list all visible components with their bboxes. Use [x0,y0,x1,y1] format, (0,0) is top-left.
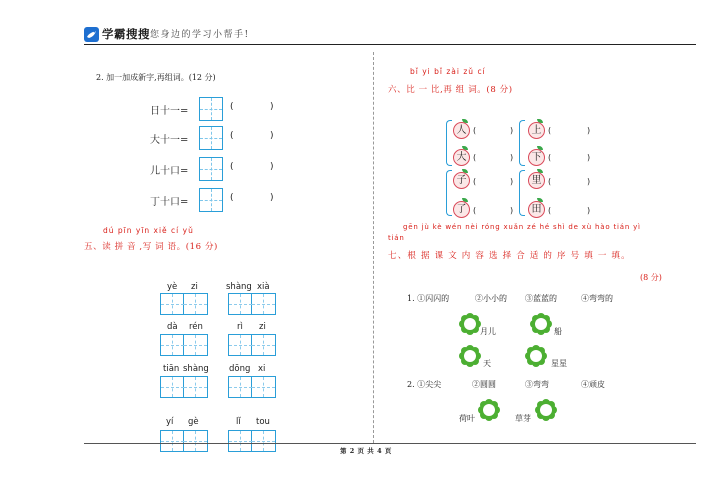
apple-char: 下 [531,152,542,163]
apple-icon [452,170,471,189]
apple-icon [527,147,546,166]
left-bracket [519,120,525,166]
paren-close: ) [270,193,274,203]
q2-answer-box[interactable] [199,126,223,150]
word-grid[interactable] [228,293,276,315]
option: 1. ①闪闪的 [407,294,450,303]
paren-open: ( [230,102,234,112]
flower-icon[interactable] [525,345,547,367]
q2-answer-box[interactable] [199,97,223,121]
q6-title: 六、比 一 比,再 组 词。(8 分) [388,85,513,95]
apple-char: 了 [456,204,467,215]
q2-expr: 丁十口= [150,197,189,208]
word-grid[interactable] [160,376,208,398]
pinyin: tiān [163,364,180,374]
pinyin: xià [257,282,270,292]
apple-char: 里 [531,175,542,186]
flower-icon[interactable] [478,399,500,421]
paren-open: ( [548,206,552,215]
pinyin: shàng [226,282,252,292]
paren-close: ) [270,131,274,141]
paren-open: ( [473,126,477,135]
q7-pinyin-line2: tián [388,234,405,242]
flower-icon[interactable] [459,345,481,367]
pinyin: lǐ [236,417,241,427]
paren-close: ) [510,177,514,186]
blank-word: 荷叶 [459,414,475,423]
apple-char: 子 [456,175,467,186]
q7-title: 七、根 据 课 文 内 容 选 择 合 适 的 序 号 填 一 填。 [388,251,631,261]
apple-char: 大 [456,152,467,163]
word-grid[interactable] [160,334,208,356]
apple-icon [452,199,471,218]
paren-open: ( [473,153,477,162]
apple-icon [527,199,546,218]
paren-close: ) [510,206,514,215]
flower-center [535,318,547,330]
paren-close: ) [270,102,274,112]
q2-row [150,126,290,150]
word-grid[interactable] [228,430,276,452]
pinyin: rén [189,322,203,332]
flower-center [464,350,476,362]
pinyin: xi [258,364,266,374]
pinyin: rì [237,322,243,332]
q6-pinyin-title: bǐ yi bǐ zài zǔ cí [410,67,486,76]
q2-answer-box[interactable] [199,188,223,212]
apple-icon [452,120,471,139]
blank-word: 天 [483,359,491,368]
option: ③蓝蓝的 [525,294,557,303]
left-bracket [519,170,525,216]
word-grid[interactable] [228,334,276,356]
option: 2. ①尖尖 [407,380,442,389]
page-number: 第 2 页 共 4 页 [340,447,392,455]
paren-close: ) [510,153,514,162]
paren-open: ( [548,177,552,186]
option: ③弯弯 [525,380,549,389]
paren-open: ( [473,206,477,215]
paren-open: ( [230,131,234,141]
brand-name: 学霸搜搜 [102,27,150,41]
apple-char: 田 [531,204,542,215]
paren-open: ( [548,153,552,162]
paren-close: ) [587,206,591,215]
paren-open: ( [548,126,552,135]
paren-open: ( [230,193,234,203]
pinyin: dōng [229,364,251,374]
q7-pinyin-line1: gēn jù kè wén nèi róng xuǎn zé hé shì de xù hào tián yì [403,223,641,231]
q2-row [150,97,290,121]
flower-icon[interactable] [535,399,557,421]
paren-open: ( [230,162,234,172]
q2-expr: 日十一= [150,106,189,117]
flower-center [530,350,542,362]
header-rule [84,44,696,45]
pinyin: zi [259,322,266,332]
word-grid[interactable] [160,430,208,452]
apple-icon [452,147,471,166]
word-grid[interactable] [228,376,276,398]
pinyin: dà [167,322,178,332]
q2-title: 2. 加一加成新字,再组词。(12 分) [96,73,216,82]
paren-open: ( [473,177,477,186]
option: ④弯弯的 [581,294,613,303]
q2-expr: 儿十口= [150,166,189,177]
flower-center [483,404,495,416]
apple-icon [527,170,546,189]
paren-close: ) [587,177,591,186]
apple-char: 上 [531,125,542,136]
q5-title: 五、读 拼 音 ,写 词 语。(16 分) [84,242,218,252]
paren-close: ) [587,153,591,162]
q7-score: (8 分) [640,273,662,282]
blank-word: 船 [554,327,562,336]
q2-expr: 大十一= [150,135,189,146]
pinyin: tou [256,417,270,427]
blank-word: 星星 [551,359,567,368]
logo-icon [84,27,99,42]
option: ②圆圆 [472,380,496,389]
pinyin: yí [166,417,174,427]
flower-icon[interactable] [459,313,481,335]
apple-char: 人 [456,125,467,136]
option: ④顽皮 [581,380,605,389]
q2-row [150,157,290,181]
blank-word: 草芽 [515,414,531,423]
footer-rule [84,443,696,444]
pinyin: yè [167,282,178,292]
q2-answer-box[interactable] [199,157,223,181]
pinyin: shàng [183,364,209,374]
paren-close: ) [587,126,591,135]
q5-pinyin-title: dú pīn yīn xiě cí yǔ [103,226,194,235]
apple-icon [527,120,546,139]
option: ②小小的 [475,294,507,303]
pinyin: zi [191,282,198,292]
column-divider [373,52,374,443]
flower-center [540,404,552,416]
q2-row [150,188,290,212]
slogan: 您身边的学习小帮手! [150,30,250,40]
paren-close: ) [270,162,274,172]
flower-center [464,318,476,330]
flower-icon[interactable] [530,313,552,335]
paren-close: ) [510,126,514,135]
blank-word: 月儿 [480,327,496,336]
word-grid[interactable] [160,293,208,315]
pinyin: gè [188,417,199,427]
